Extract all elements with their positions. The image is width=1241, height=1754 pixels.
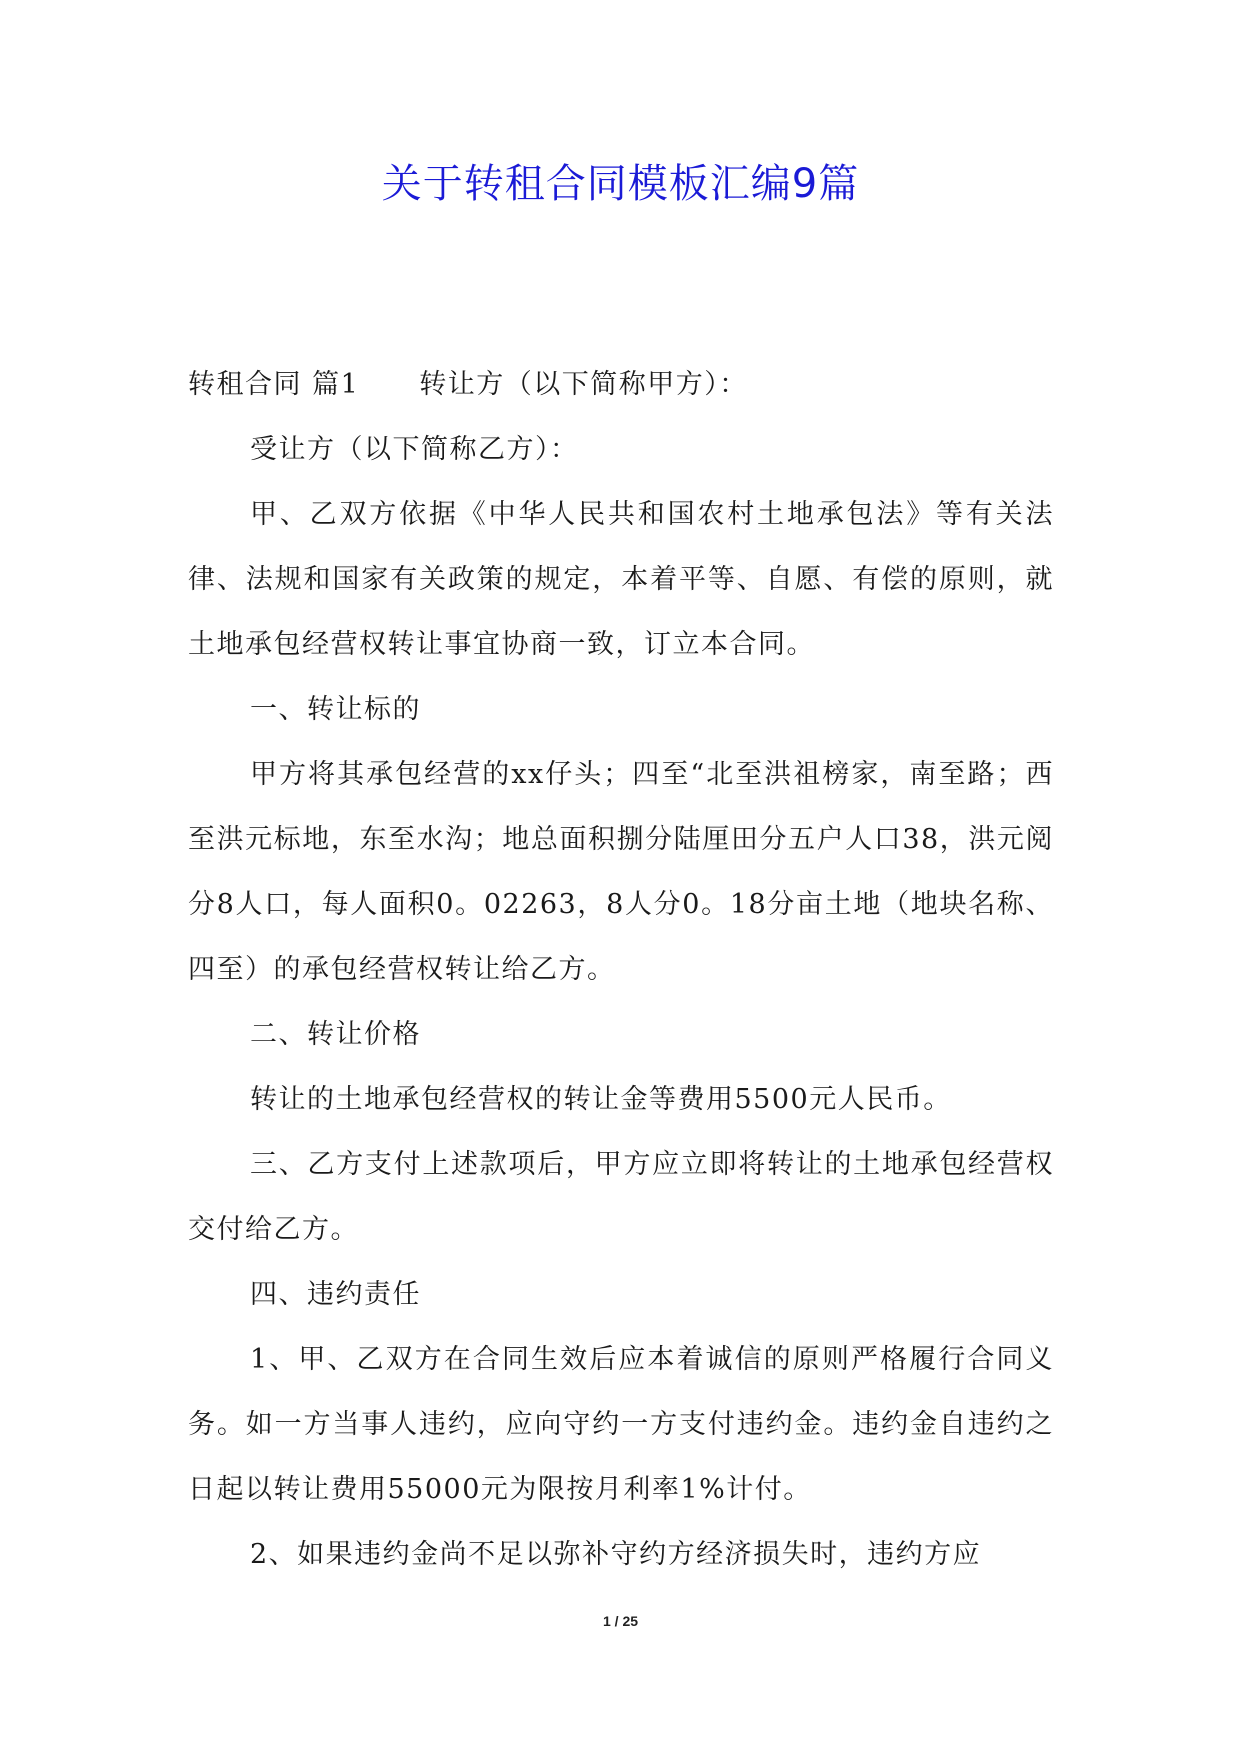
heading-breach-liability: 四、违约责任 [250, 1279, 421, 1310]
paragraph-2: 受让方（以下简称乙方）： [250, 434, 579, 465]
paragraph-1 [188, 352, 1054, 417]
paragraph-6: 三、乙方支付上述款项后，甲方应立即将转让的土地承包经营权交付给乙方。 [188, 1149, 1054, 1245]
section-label: 转租合同 篇1 [188, 369, 360, 400]
paragraph-text: 转让方（以下简称甲方）： [419, 369, 748, 400]
document-title: 关于转租合同模板汇编9篇 [381, 161, 860, 207]
paragraph-5: 转让的土地承包经营权的转让金等费用5500元人民币。 [250, 1084, 952, 1115]
document-body [188, 352, 1054, 1587]
paragraph-4: 甲方将其承包经营的xx仔头；四至“北至洪祖榜家，南至路；西至洪元标地，东至水沟；地总面积捌分陆厘田分五户人口38，洪元阅分8人口，每人面积0。02263，8人分0。18分亩土地（地块名称、四至）的承包经营权转让给乙方。 [188, 759, 1054, 985]
heading-transfer-price: 二、转让价格 [250, 1019, 421, 1050]
heading-transfer-subject: 一、转让标的 [250, 694, 421, 725]
paragraph-8: 2、如果违约金尚不足以弥补守约方经济损失时，违约方应 [250, 1539, 982, 1570]
page-number: 1 / 25 [602, 1613, 639, 1629]
paragraph-7: 1、甲、乙双方在合同生效后应本着诚信的原则严格履行合同义务。如一方当事人违约，应向守约一方支付违约金。违约金自违约之日起以转让费用55000元为限按月利率1%计付。 [188, 1344, 1054, 1505]
paragraph-3: 甲、乙双方依据《中华人民共和国农村土地承包法》等有关法律、法规和国家有关政策的规定，本着平等、自愿、有偿的原则，就土地承包经营权转让事宜协商一致，订立本合同。 [188, 499, 1054, 660]
